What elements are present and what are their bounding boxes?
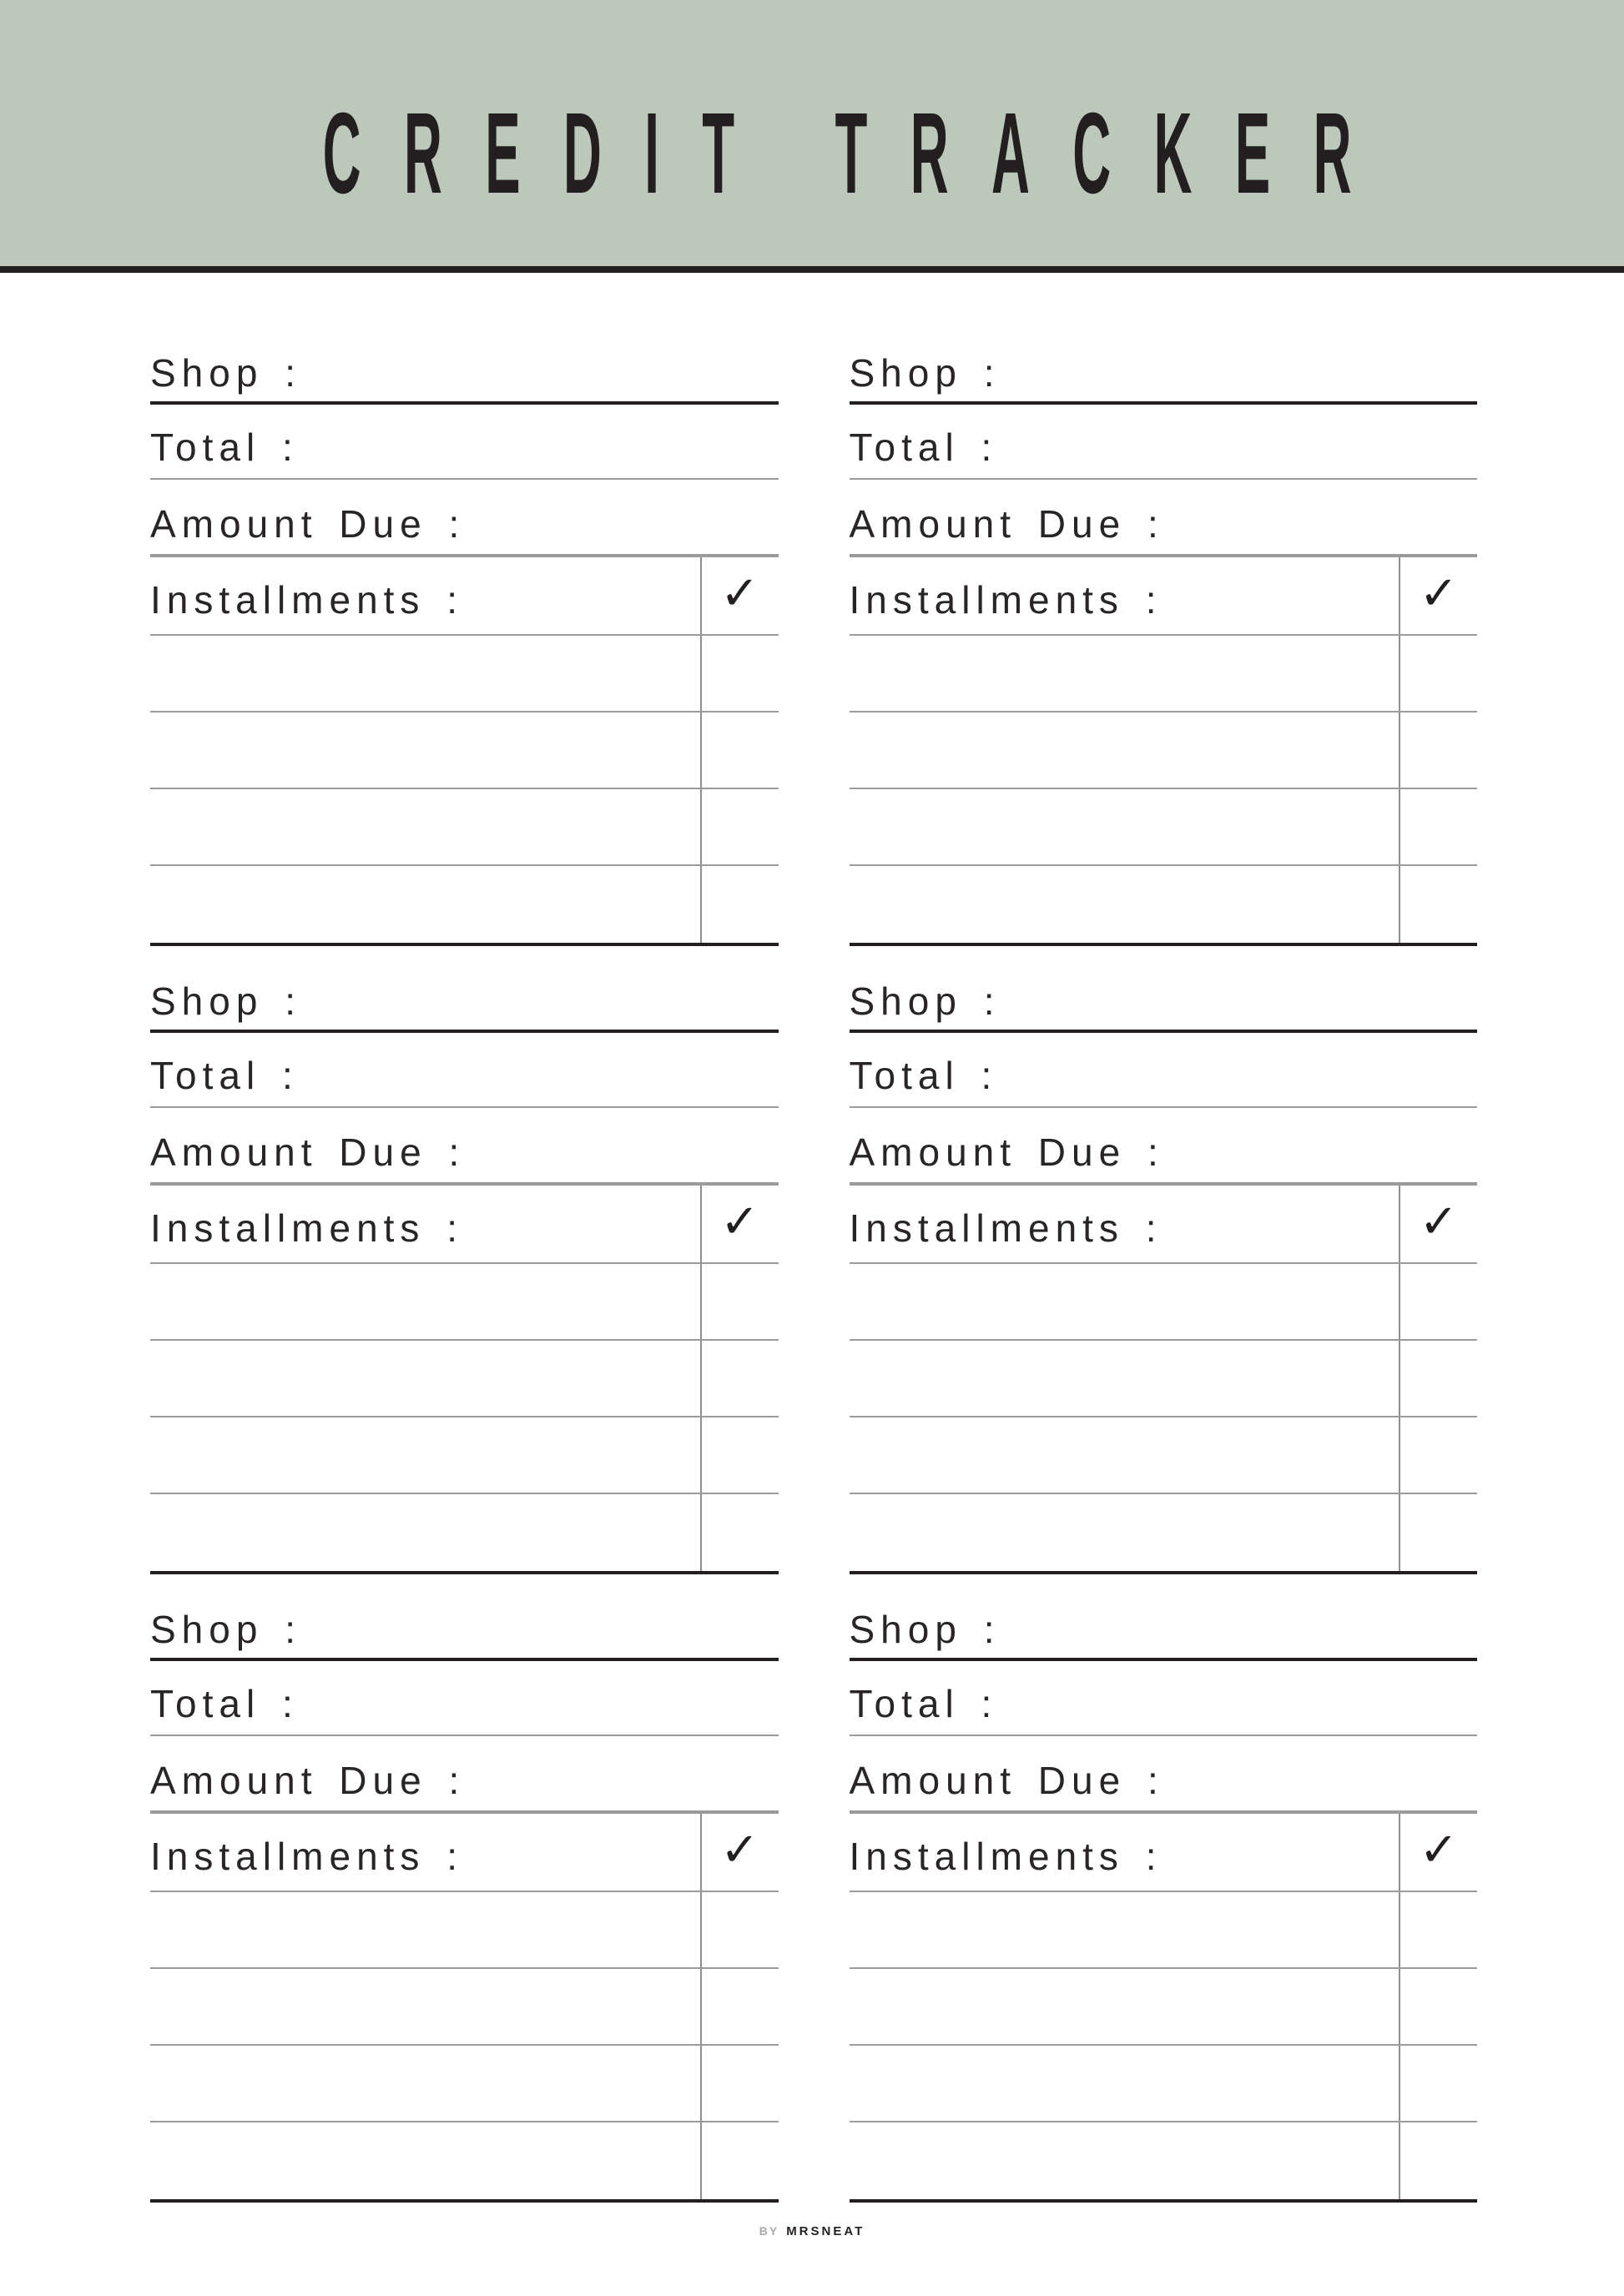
installment-row	[850, 1969, 1478, 2046]
amount-due-label: Amount Due :	[849, 502, 1164, 546]
installment-check-cell[interactable]	[1399, 636, 1477, 711]
installment-check-cell[interactable]	[1399, 1494, 1477, 1571]
installment-row	[150, 1417, 779, 1494]
installment-check-cell[interactable]	[1399, 1341, 1477, 1416]
installment-row	[150, 2122, 779, 2199]
installment-check-cell[interactable]	[700, 1341, 779, 1416]
shop-row	[150, 1610, 779, 1661]
total-label: Total :	[150, 425, 299, 469]
installment-check-cell[interactable]	[1399, 2046, 1477, 2121]
installments-table	[150, 556, 779, 946]
total-row	[150, 1661, 779, 1736]
installment-check-cell[interactable]	[700, 2122, 779, 2199]
header-divider-rule	[0, 266, 1624, 273]
installment-check-cell[interactable]	[700, 1969, 779, 2044]
installments-table	[150, 1812, 779, 2203]
credit-entry-block	[150, 1610, 779, 2203]
amount-due-row	[150, 480, 779, 556]
installment-entry-cell[interactable]	[850, 1494, 1400, 1571]
installment-entry-cell[interactable]	[850, 636, 1400, 711]
installment-entry-cell[interactable]	[150, 1969, 700, 2044]
check-column-header	[1399, 1186, 1477, 1262]
installment-check-cell[interactable]	[1399, 1417, 1477, 1493]
page-title: CREDIT TRACKER	[322, 88, 1395, 218]
installment-check-cell[interactable]	[1399, 1892, 1477, 1967]
amount-due-label: Amount Due :	[150, 502, 466, 546]
installments-header-row	[150, 557, 779, 636]
shop-row	[850, 1610, 1478, 1661]
installment-entry-cell[interactable]	[150, 636, 700, 711]
installment-entry-cell[interactable]	[850, 2122, 1400, 2199]
installment-entry-cell[interactable]	[150, 1494, 700, 1571]
tracker-grid	[150, 351, 1477, 2203]
installment-row	[850, 789, 1478, 866]
installment-entry-cell[interactable]	[150, 2122, 700, 2199]
total-row	[850, 1033, 1478, 1108]
total-row	[150, 1033, 779, 1108]
check-column-header	[700, 1814, 779, 1891]
installment-entry-cell[interactable]	[850, 789, 1400, 864]
installment-row	[150, 866, 779, 943]
check-icon: ✓	[1419, 1822, 1459, 1877]
credit-entry-block	[150, 979, 779, 1574]
installment-check-cell[interactable]	[700, 1892, 779, 1967]
installments-table	[850, 1184, 1478, 1574]
shop-row	[849, 351, 1478, 405]
installment-entry-cell[interactable]	[850, 1417, 1400, 1493]
credit-entry-block	[849, 979, 1478, 1574]
shop-label: Shop :	[150, 1608, 301, 1651]
shop-row	[150, 351, 779, 405]
installment-row	[150, 2046, 779, 2122]
header-band	[0, 0, 1624, 266]
installment-entry-cell[interactable]	[850, 2046, 1400, 2121]
installment-entry-cell[interactable]	[150, 1264, 700, 1339]
check-icon: ✓	[720, 1822, 759, 1877]
installment-entry-cell[interactable]	[850, 1341, 1400, 1416]
shop-label: Shop :	[849, 979, 1001, 1023]
check-column-header	[1399, 557, 1477, 634]
amount-due-row	[850, 1108, 1478, 1184]
credit-entry-block	[849, 351, 1478, 946]
installment-row	[850, 2122, 1478, 2199]
installments-label: Installments :	[849, 1206, 1163, 1250]
installments-label: Installments :	[150, 1206, 463, 1250]
shop-row	[849, 979, 1478, 1033]
installment-entry-cell[interactable]	[150, 789, 700, 864]
installment-row	[850, 866, 1478, 943]
installment-check-cell[interactable]	[700, 866, 779, 943]
installment-check-cell[interactable]	[1399, 866, 1477, 943]
page-footer	[0, 2225, 1624, 2238]
installments-table	[150, 1184, 779, 1574]
installment-entry-cell[interactable]	[850, 712, 1400, 788]
total-label: Total :	[150, 1682, 299, 1725]
installment-row	[850, 1417, 1478, 1494]
shop-label: Shop :	[849, 1608, 1001, 1651]
installment-row	[150, 1892, 779, 1969]
installment-row	[850, 1494, 1478, 1571]
shop-label: Shop :	[150, 351, 301, 395]
installment-row	[850, 712, 1478, 789]
amount-due-row	[150, 1736, 779, 1812]
installment-row	[850, 636, 1478, 712]
total-label: Total :	[849, 1682, 998, 1725]
installment-check-cell[interactable]	[1399, 712, 1477, 788]
installments-label: Installments :	[150, 578, 463, 622]
amount-due-row	[850, 1736, 1478, 1812]
installment-check-cell[interactable]	[700, 1494, 779, 1571]
installments-table	[850, 1812, 1478, 2203]
installment-row	[850, 1264, 1478, 1341]
total-row	[150, 405, 779, 480]
installment-check-cell[interactable]	[700, 1264, 779, 1339]
installments-header-row	[850, 1186, 1478, 1264]
credit-entry-block	[150, 351, 779, 946]
installment-check-cell[interactable]	[1399, 789, 1477, 864]
total-label: Total :	[849, 425, 998, 469]
amount-due-row	[850, 480, 1478, 556]
check-icon: ✓	[720, 566, 759, 621]
installment-entry-cell[interactable]	[150, 1892, 700, 1967]
installment-entry-cell[interactable]	[150, 712, 700, 788]
installment-check-cell[interactable]	[700, 712, 779, 788]
check-column-header	[700, 1186, 779, 1262]
installment-check-cell[interactable]	[700, 1417, 779, 1493]
installment-row	[150, 1264, 779, 1341]
installment-check-cell[interactable]	[700, 789, 779, 864]
installments-label: Installments :	[849, 578, 1163, 622]
total-label: Total :	[150, 1054, 299, 1097]
footer-brand-label: MRSNEAT	[786, 2224, 865, 2238]
installments-table	[850, 556, 1478, 946]
installment-entry-cell[interactable]	[850, 1892, 1400, 1967]
check-column-header	[700, 557, 779, 634]
installment-entry-cell[interactable]	[150, 1417, 700, 1493]
check-icon: ✓	[720, 1194, 759, 1249]
total-label: Total :	[849, 1054, 998, 1097]
installment-check-cell[interactable]	[1399, 2122, 1477, 2199]
installment-check-cell[interactable]	[700, 2046, 779, 2121]
check-icon: ✓	[1419, 1194, 1459, 1249]
amount-due-label: Amount Due :	[849, 1130, 1164, 1174]
installments-label: Installments :	[849, 1835, 1163, 1878]
total-row	[850, 405, 1478, 480]
installment-row	[150, 636, 779, 712]
installments-header-row	[150, 1814, 779, 1892]
installments-label-cell	[150, 1186, 700, 1262]
installment-entry-cell[interactable]	[850, 1264, 1400, 1339]
shop-label: Shop :	[150, 979, 301, 1023]
credit-entry-block	[850, 1610, 1478, 2203]
installment-row	[150, 1494, 779, 1571]
installment-row	[850, 1892, 1478, 1969]
installments-label-cell	[850, 1186, 1400, 1262]
check-icon: ✓	[1419, 566, 1459, 621]
installments-label-cell	[850, 557, 1400, 634]
installment-check-cell[interactable]	[700, 636, 779, 711]
shop-label: Shop :	[849, 351, 1001, 395]
installment-entry-cell[interactable]	[850, 866, 1400, 943]
total-row	[850, 1661, 1478, 1736]
installments-header-row	[150, 1186, 779, 1264]
amount-due-label: Amount Due :	[150, 1130, 466, 1174]
check-column-header	[1399, 1814, 1477, 1891]
installments-label: Installments :	[150, 1835, 463, 1878]
installment-entry-cell[interactable]	[850, 1969, 1400, 2044]
installments-header-row	[850, 1814, 1478, 1892]
installments-label-cell	[850, 1814, 1400, 1891]
installment-row	[850, 1341, 1478, 1417]
shop-row	[150, 979, 779, 1033]
installments-label-cell	[150, 557, 700, 634]
installments-label-cell	[150, 1814, 700, 1891]
installment-entry-cell[interactable]	[150, 866, 700, 943]
installment-row	[150, 789, 779, 866]
installments-header-row	[850, 557, 1478, 636]
amount-due-row	[150, 1108, 779, 1184]
footer-by-label: BY	[759, 2224, 779, 2238]
installment-row	[150, 712, 779, 789]
installment-row	[850, 2046, 1478, 2122]
installment-entry-cell[interactable]	[150, 1341, 700, 1416]
installment-entry-cell[interactable]	[150, 2046, 700, 2121]
installment-check-cell[interactable]	[1399, 1264, 1477, 1339]
installment-row	[150, 1969, 779, 2046]
amount-due-label: Amount Due :	[150, 1759, 466, 1802]
amount-due-label: Amount Due :	[849, 1759, 1164, 1802]
installment-row	[150, 1341, 779, 1417]
installment-check-cell[interactable]	[1399, 1969, 1477, 2044]
